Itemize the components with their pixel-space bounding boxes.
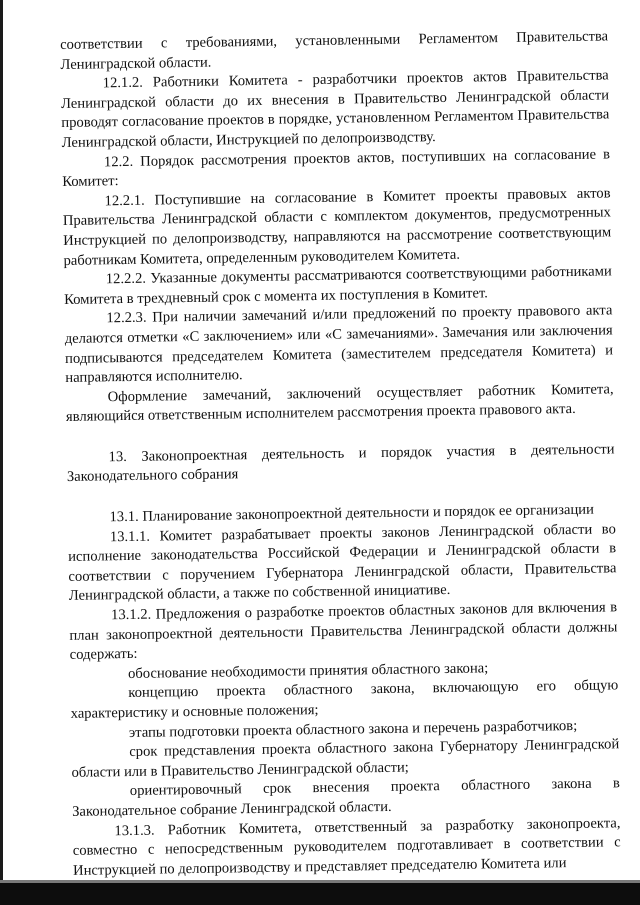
paragraph-12-2-2: 12.2.2. Указанные документы рассматриваются соответствующими работниками Комитета в трехдневный срок с момента их поступления в Комитет. bbox=[64, 263, 612, 308]
section-13-1-heading: 13.1. Планирование законопроектной деятельности и порядок ее организации bbox=[109, 501, 594, 526]
paragraph-12-1-2: 12.1.2. Работники Комитета - разработчики проектов актов Правительства Ленинградской области до их внесения в Правительство Ленинградской области проводят согласование проектов в порядке, установленном Регламентом Правительства Ленинградской области, Инструкцией по делопроизводству. bbox=[60, 67, 610, 151]
paragraph-12-2-1: 12.2.1. Поступившие на согласование в Комитет проекты правовых актов Правительства Ленинградской области с комплектом документов, предусмотренных Инструкцией по делопроизводству, направляются на рассмотрение соответствующим работникам Комитета, определенным руководителем Комитета. bbox=[62, 185, 612, 269]
list-item-justification: обоснование необходимости принятия областного закона; bbox=[127, 660, 489, 682]
section-13-heading: 13. Законопроектная деятельность и порядок участия в деятельности Законодательного собрания bbox=[66, 441, 615, 486]
paragraph-remarks: Оформление замечаний, заключений осуществляет работник Комитета, являющийся ответственным исполнителем рассмотрения проекта правового акта. bbox=[65, 381, 614, 426]
list-item-concept: концепцию проекта областного закона, включающую его общую характеристику и основные положения; bbox=[70, 677, 619, 722]
paragraph-13-1-2: 13.1.2. Предложения о разработке проектов областных законов для включения в план законопроектной деятельности Правительства Ленинградской области должны содержать: bbox=[69, 599, 618, 664]
list-item-introduction-deadline: ориентировочный срок внесения проекта областного закона в Законодательное собрание Ленинградской области. bbox=[72, 775, 620, 820]
list-item-submission-deadline: срок представления проекта областного закона Губернатору Ленинградской области или в Правительство Ленинградской области; bbox=[71, 736, 620, 781]
scan-left-edge bbox=[0, 0, 3, 905]
paragraph-continuation: соответствии с требованиями, установленными Регламентом Правительства Ленинградской области. bbox=[60, 28, 609, 73]
list-item-stages: этапы подготовки проекта областного закона и перечень разработчиков; bbox=[128, 717, 578, 741]
scan-bottom-edge bbox=[0, 883, 640, 905]
paragraph-13-1-3: 13.1.3. Работник Комитета, ответственный за разработку законопроекта, совместно с непосредственным руководителем подготавливает в соответствии с Инструкцией по делопроизводству и представляет председателю Комитета или bbox=[72, 814, 621, 879]
paragraph-12-2-3: 12.2.3. При наличии замечаний и/или предложений по проекту правового акта делаются отметки «С заключением» или «С замечаниями». Замечания или заключения подписываются председателем Комитета (заместителем председателя Комитета) и направляются исполнителю. bbox=[64, 302, 614, 387]
paragraph-13-1-1: 13.1.1. Комитет разрабатывает проекты законов Ленинградской области во исполнение законодательства Российской Федерации и Ленинградской области в соответствии с поручением Губернатора Ленинградской области, Правительства Ленинградской области, а также по собственной инициативе. bbox=[68, 520, 617, 605]
document-text bbox=[60, 27, 621, 881]
paragraph-12-2: 12.2. Порядок рассмотрения проектов актов, поступивших на согласование в Комитет: bbox=[62, 145, 611, 191]
